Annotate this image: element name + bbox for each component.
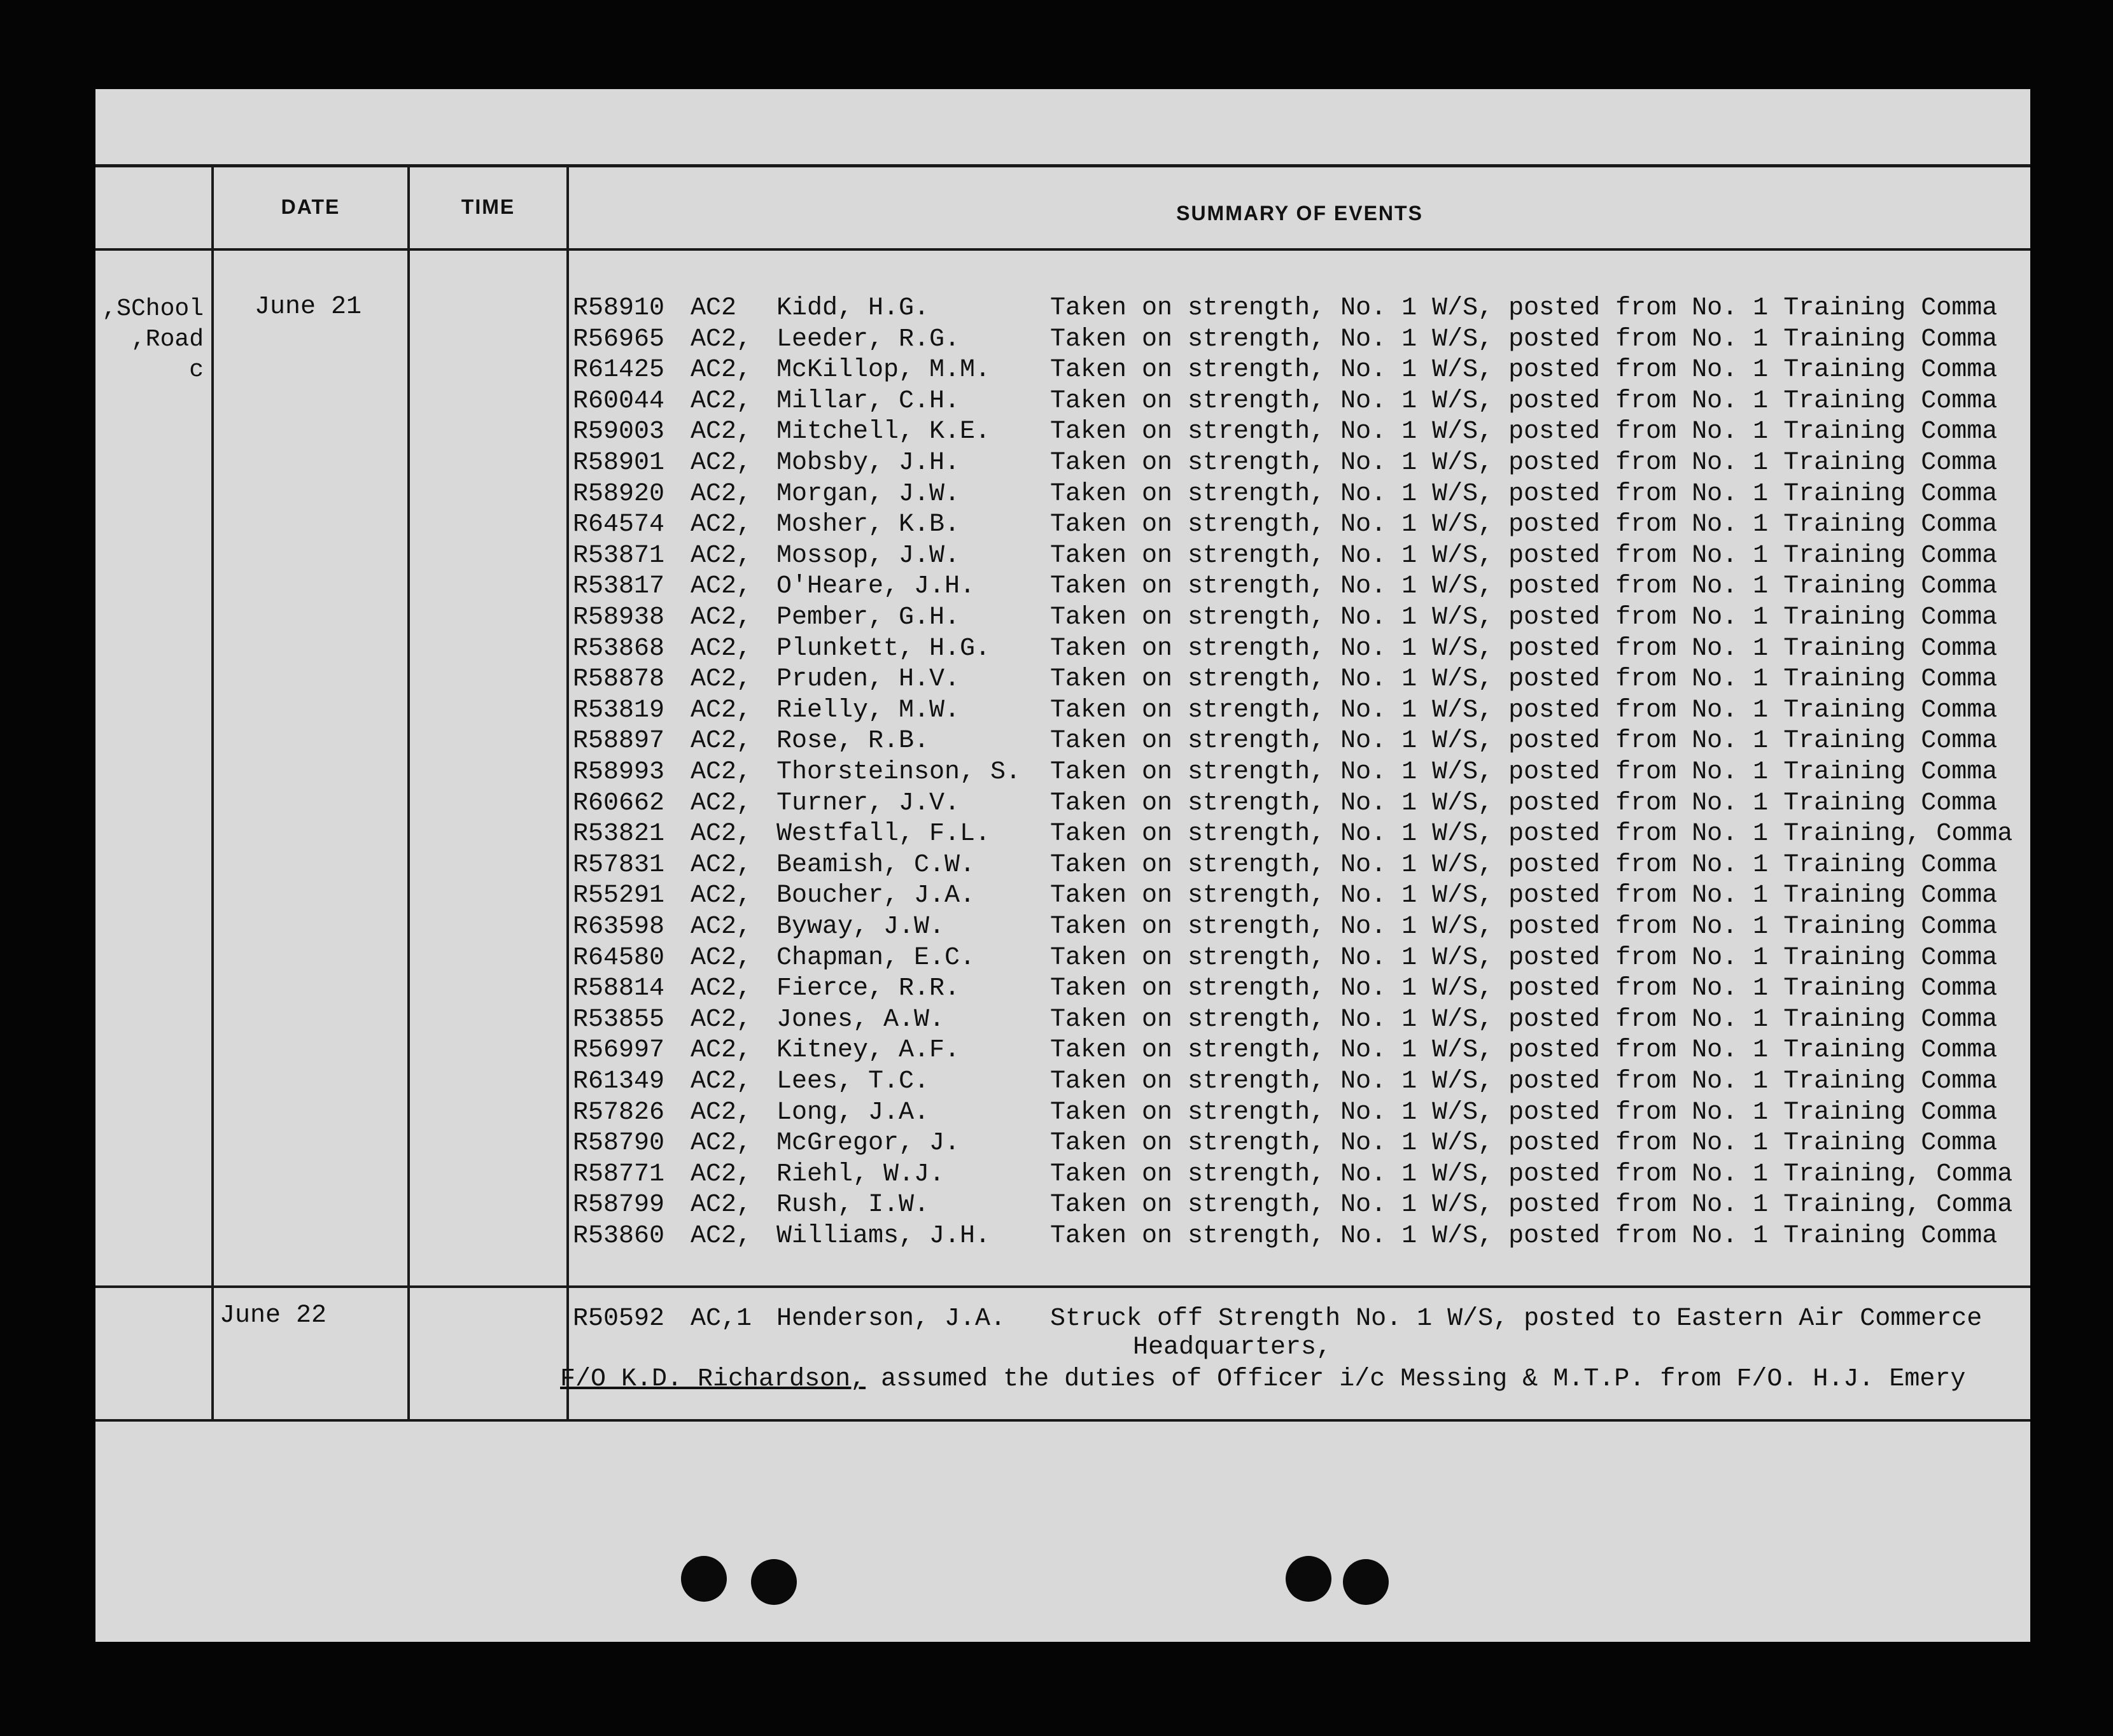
- rank: AC2,: [691, 820, 752, 849]
- table-row: [573, 1098, 2030, 1129]
- rank: AC2,: [691, 974, 752, 1004]
- place-text: Road,: [130, 326, 204, 353]
- table-row: [573, 944, 2030, 974]
- table-row: [573, 665, 2030, 696]
- service-number: R53855: [573, 1005, 665, 1034]
- event-text: Taken on strength, No. 1 W/S, posted from No. 1 Training Comma: [1050, 356, 1998, 385]
- event-text: Taken on strength, No. 1 W/S, posted from No. 1 Training Comma: [1050, 913, 1998, 941]
- event-text: Taken on strength, No. 1 W/S, posted from No. 1 Training Comma: [1050, 1005, 1998, 1034]
- rank: AC2,: [691, 758, 752, 787]
- service-number: R58878: [573, 665, 665, 694]
- service-number: R57831: [573, 850, 665, 879]
- bottom-rule: [95, 1419, 2030, 1422]
- rank: AC2,: [691, 665, 752, 694]
- rank: AC2,: [691, 1036, 752, 1065]
- table-row: [573, 851, 2030, 881]
- service-number: R53860: [573, 1222, 665, 1250]
- airman-name: Fierce, R.R.: [776, 974, 960, 1004]
- event-text: Taken on strength, No. 1 W/S, posted from No. 1 Training Comma: [1050, 294, 1998, 323]
- airman-name: Jones, A.W.: [776, 1005, 945, 1034]
- airman-name: Riehl, W.J.: [776, 1159, 945, 1189]
- service-number: R53868: [573, 634, 665, 663]
- service-number: R56997: [573, 1036, 665, 1065]
- rank: AC2,: [691, 881, 752, 911]
- service-number: R58814: [573, 974, 665, 1004]
- date-header: DATE: [281, 195, 340, 218]
- event-text: Taken on strength, No. 1 W/S, posted from No. 1 Training Comma: [1050, 850, 1998, 879]
- spacer: [866, 1365, 881, 1394]
- event-text: Taken on strength, No. 1 W/S, posted from No. 1 Training Comma: [1050, 325, 1998, 354]
- airman-name: Kidd, H.G.: [776, 294, 930, 323]
- airman-name: Millar, C.H.: [776, 386, 960, 416]
- table-row: [573, 974, 2030, 1005]
- rank: AC2,: [691, 913, 752, 941]
- service-number: R60044: [573, 386, 665, 416]
- rank: AC2,: [691, 1191, 752, 1220]
- airman-name: Pruden, H.V.: [776, 665, 960, 694]
- table-row: [573, 1036, 2030, 1067]
- service-number: R59003: [573, 417, 665, 447]
- rank: AC2,: [691, 325, 752, 354]
- rank: AC2,: [691, 1005, 752, 1034]
- place-text: SChool,: [102, 295, 204, 323]
- rank: AC2,: [691, 788, 752, 818]
- service-number: R58897: [573, 727, 665, 756]
- service-number: R63598: [573, 913, 665, 941]
- table-row: [573, 881, 2030, 912]
- airman-name: Mobsby, J.H.: [776, 449, 960, 477]
- airman-name: Beamish, C.W.: [776, 850, 976, 879]
- rank: AC2,: [691, 417, 752, 447]
- event-text: Taken on strength, No. 1 W/S, posted from No. 1 Training, Comma: [1050, 1159, 2013, 1189]
- rank: AC2,: [691, 479, 752, 508]
- service-number: R53871: [573, 541, 665, 570]
- binder-hole: [751, 1559, 797, 1605]
- binder-hole: [1343, 1559, 1389, 1605]
- airman-name: Kitney, A.F.: [776, 1036, 960, 1065]
- event-text: Taken on strength, No. 1 W/S, posted from No. 1 Training Comma: [1050, 758, 1998, 787]
- entry-date: June 21: [255, 293, 362, 321]
- table-row: [573, 387, 2030, 417]
- event-text: Struck off Strength No. 1 W/S, posted to Eastern Air Commerce: [1050, 1305, 1983, 1333]
- airman-name: Turner, J.V.: [776, 788, 960, 818]
- rank: AC2,: [691, 541, 752, 570]
- table-row: [573, 542, 2030, 572]
- rank: AC2,: [691, 634, 752, 663]
- airman-name: McKillop, M.M.: [776, 356, 991, 385]
- airman-name: Mitchell, K.E.: [776, 417, 991, 447]
- event-continuation: Headquarters,: [1133, 1333, 1332, 1362]
- rank: AC2,: [691, 943, 752, 972]
- table-row: [573, 356, 2030, 386]
- rank: AC2,: [691, 1098, 752, 1127]
- event-text: Taken on strength, No. 1 W/S, posted from No. 1 Training Comma: [1050, 665, 1998, 694]
- airman-name: Lees, T.C.: [776, 1067, 930, 1096]
- time-header: TIME: [461, 195, 516, 218]
- entry-date: June 22: [220, 1301, 327, 1330]
- airman-name: Leeder, R.G.: [776, 325, 960, 354]
- service-number: R58920: [573, 479, 665, 508]
- event-text: Taken on strength, No. 1 W/S, posted from No. 1 Training Comma: [1050, 881, 1998, 911]
- rank: AC2,: [691, 1222, 752, 1250]
- table-row: [573, 913, 2030, 943]
- airman-name: Boucher, J.A.: [776, 881, 976, 911]
- event-text: Taken on strength, No. 1 W/S, posted from No. 1 Training Comma: [1050, 603, 1998, 632]
- officer-note: [560, 1365, 1965, 1394]
- rank: AC2,: [691, 603, 752, 632]
- airman-name: Mosher, K.B.: [776, 510, 960, 540]
- table-row: [573, 480, 2030, 510]
- airman-name: Rielly, M.W.: [776, 696, 960, 725]
- service-number: R58790: [573, 1129, 665, 1158]
- binder-hole: [681, 1556, 727, 1602]
- service-number: R55291: [573, 881, 665, 911]
- service-number: R64580: [573, 943, 665, 972]
- table-row: [573, 449, 2030, 479]
- table-row: [573, 294, 2030, 325]
- rank: AC2,: [691, 386, 752, 416]
- service-number: R58938: [573, 603, 665, 632]
- place-text: c: [189, 356, 204, 384]
- summary-column-left-rule: [566, 165, 569, 1419]
- binder-hole: [1286, 1556, 1331, 1602]
- airman-name: Rose, R.B.: [776, 727, 930, 756]
- service-number: R58901: [573, 449, 665, 477]
- table-row: [573, 1191, 2030, 1221]
- date-column-left-rule: [211, 165, 214, 1419]
- table-row: [573, 417, 2030, 448]
- event-text: Taken on strength, No. 1 W/S, posted from No. 1 Training Comma: [1050, 1222, 1998, 1250]
- airman-name: Mossop, J.W.: [776, 541, 960, 570]
- rank: AC2,: [691, 1129, 752, 1158]
- service-number: R58771: [573, 1159, 665, 1189]
- event-text: Taken on strength, No. 1 W/S, posted from No. 1 Training Comma: [1050, 1036, 1998, 1065]
- event-text: Taken on strength, No. 1 W/S, posted from No. 1 Training Comma: [1050, 1067, 1998, 1096]
- table-row: [573, 1005, 2030, 1036]
- airman-name: Westfall, F.L.: [776, 820, 991, 849]
- event-text: Taken on strength, No. 1 W/S, posted from No. 1 Training Comma: [1050, 974, 1998, 1004]
- table-row: [573, 1305, 2030, 1335]
- airman-name: Henderson, J.A.: [776, 1305, 1006, 1333]
- rank: AC2,: [691, 356, 752, 385]
- event-text: Taken on strength, No. 1 W/S, posted from No. 1 Training, Comma: [1050, 1191, 2013, 1220]
- table-row: [573, 1160, 2030, 1191]
- airman-name: Chapman, E.C.: [776, 943, 976, 972]
- airman-name: Pember, G.H.: [776, 603, 960, 632]
- service-number: R50592: [573, 1305, 665, 1333]
- airman-name: Long, J.A.: [776, 1098, 930, 1127]
- june22-top-rule: [95, 1285, 2030, 1288]
- service-number: R56965: [573, 325, 665, 354]
- service-number: R58910: [573, 294, 665, 323]
- event-text: Taken on strength, No. 1 W/S, posted from No. 1 Training Comma: [1050, 788, 1998, 818]
- table-row: [573, 634, 2030, 665]
- table-row: [573, 572, 2030, 603]
- airman-name: Plunkett, H.G.: [776, 634, 991, 663]
- event-text: Taken on strength, No. 1 W/S, posted from No. 1 Training, Comma: [1050, 820, 2013, 849]
- airman-name: Thorsteinson, S.: [776, 758, 1021, 787]
- event-text: Taken on strength, No. 1 W/S, posted from No. 1 Training Comma: [1050, 727, 1998, 756]
- service-number: R58799: [573, 1191, 665, 1220]
- service-number: R64574: [573, 510, 665, 540]
- event-text: Taken on strength, No. 1 W/S, posted from No. 1 Training Comma: [1050, 479, 1998, 508]
- service-number: R60662: [573, 788, 665, 818]
- airman-name: Byway, J.W.: [776, 913, 945, 941]
- table-row: [573, 820, 2030, 850]
- service-number: R61349: [573, 1067, 665, 1096]
- event-text: Taken on strength, No. 1 W/S, posted from No. 1 Training Comma: [1050, 417, 1998, 447]
- event-text: Taken on strength, No. 1 W/S, posted from No. 1 Training Comma: [1050, 943, 1998, 972]
- event-text: Taken on strength, No. 1 W/S, posted from No. 1 Training Comma: [1050, 1129, 1998, 1158]
- airman-name: Morgan, J.W.: [776, 479, 960, 508]
- rank: AC2,: [691, 696, 752, 725]
- event-text: Taken on strength, No. 1 W/S, posted from No. 1 Training Comma: [1050, 449, 1998, 477]
- event-text: Taken on strength, No. 1 W/S, posted from No. 1 Training Comma: [1050, 1098, 1998, 1127]
- airman-name: McGregor, J.: [776, 1129, 960, 1158]
- table-row: [573, 727, 2030, 757]
- officer-name: F/O K.D. Richardson,: [560, 1365, 866, 1394]
- rank: AC2,: [691, 727, 752, 756]
- event-text: Taken on strength, No. 1 W/S, posted from No. 1 Training Comma: [1050, 510, 1998, 540]
- service-number: R53817: [573, 572, 665, 601]
- table-row: [573, 325, 2030, 356]
- table-row: [573, 1129, 2030, 1159]
- airman-name: Rush, I.W.: [776, 1191, 930, 1220]
- service-number: R53819: [573, 696, 665, 725]
- table-row: [573, 789, 2030, 820]
- event-text: Taken on strength, No. 1 W/S, posted from No. 1 Training Comma: [1050, 572, 1998, 601]
- table-row: [573, 603, 2030, 634]
- service-number: R61425: [573, 356, 665, 385]
- table-row: [573, 510, 2030, 541]
- table-row: [573, 1067, 2030, 1098]
- table-row: [573, 758, 2030, 788]
- rank: AC2: [691, 294, 737, 323]
- event-text: Taken on strength, No. 1 W/S, posted from No. 1 Training Comma: [1050, 541, 1998, 570]
- rank: AC2,: [691, 1067, 752, 1096]
- rank: AC2,: [691, 449, 752, 477]
- rank: AC2,: [691, 572, 752, 601]
- table-row: [573, 696, 2030, 727]
- service-number: R53821: [573, 820, 665, 849]
- rank: AC,1: [691, 1305, 752, 1333]
- war-diary-sheet: [95, 89, 2030, 1642]
- event-text: Taken on strength, No. 1 W/S, posted from No. 1 Training Comma: [1050, 696, 1998, 725]
- rank: AC2,: [691, 510, 752, 540]
- table-row: [573, 1222, 2030, 1252]
- airman-name: O'Heare, J.H.: [776, 572, 976, 601]
- rank: AC2,: [691, 850, 752, 879]
- summary-header: SUMMARY OF EVENTS: [1176, 201, 1423, 225]
- rank: AC2,: [691, 1159, 752, 1189]
- officer-note-text: assumed the duties of Officer i/c Messing & M.T.P. from F/O. H.J. Emery: [881, 1365, 1966, 1394]
- service-number: R58993: [573, 758, 665, 787]
- event-text: Taken on strength, No. 1 W/S, posted from No. 1 Training Comma: [1050, 386, 1998, 416]
- time-column-left-rule: [407, 165, 410, 1419]
- airman-name: Williams, J.H.: [776, 1222, 991, 1250]
- service-number: R57826: [573, 1098, 665, 1127]
- event-text: Taken on strength, No. 1 W/S, posted from No. 1 Training Comma: [1050, 634, 1998, 663]
